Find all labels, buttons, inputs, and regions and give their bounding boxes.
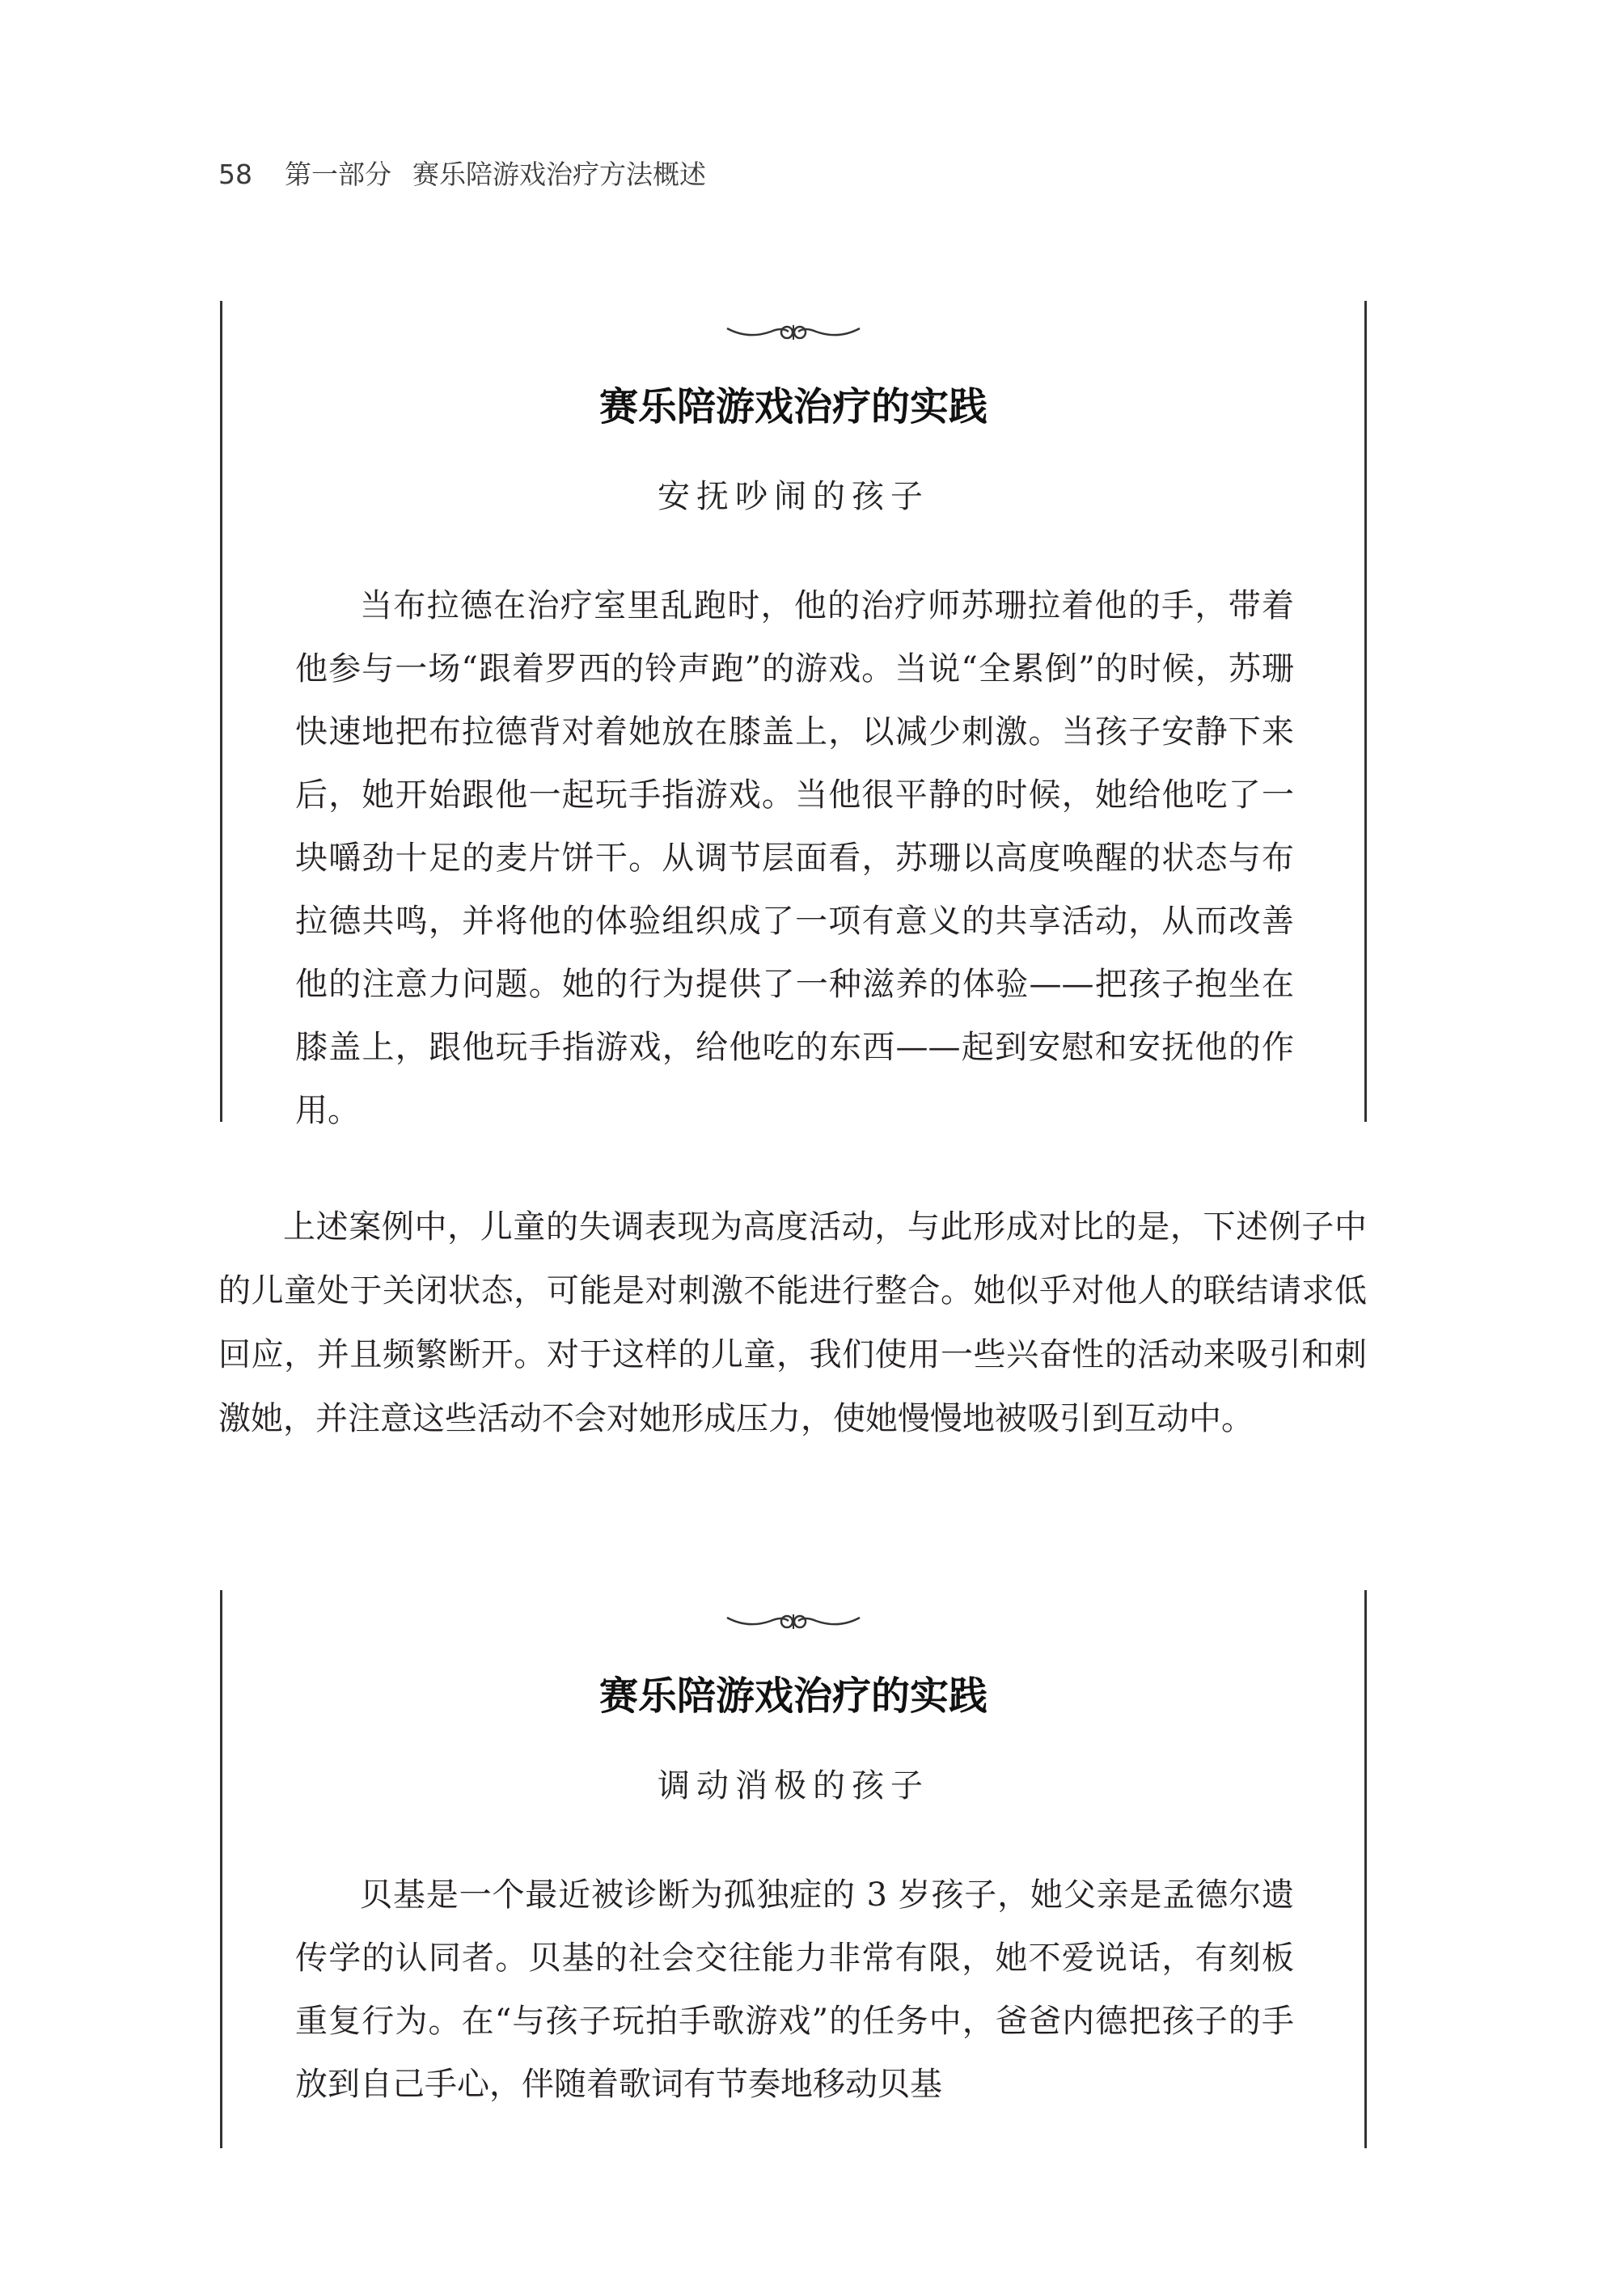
page-number: 58	[218, 159, 252, 190]
ornament-flourish-icon	[724, 1606, 863, 1635]
box-title: 赛乐陪游戏治疗的实践	[598, 1673, 988, 1719]
part-label: 第一部分	[285, 159, 391, 190]
ornament-flourish-icon	[724, 317, 863, 346]
box-title: 赛乐陪游戏治疗的实践	[598, 384, 988, 429]
body-paragraph: 上述案例中，儿童的失调表现为高度活动，与此形成对比的是，下述例子中的儿童处于关闭状态，可能是对刺激不能进行整合。她似乎对他人的联结请求低回应，并且频繁断开。对于这样的儿童，我们使用一些兴奋性的活动来吸引和刺激她，并注意这些活动不会对她形成压力，使她慢慢地被吸引到互动中。	[218, 1208, 1367, 1437]
running-header	[218, 154, 706, 192]
box-subtitle: 安抚吵闹的孩子	[658, 478, 929, 515]
practice-box-1	[220, 301, 1367, 1129]
box-body-text: 贝基是一个最近被诊断为孤独症的 3 岁孩子，她父亲是孟德尔遗传学的认同者。贝基的社会交往能力非常有限，她不爱说话，有刻板重复行为。在“与孩子玩拍手歌游戏”的任务中，爸爸内德把孩子的手放到自己手心，伴随着歌词有节奏地移动贝基	[295, 1876, 1294, 2103]
box-subtitle: 调动消极的孩子	[658, 1767, 929, 1804]
box-body-text: 当布拉德在治疗室里乱跑时，他的治疗师苏珊拉着他的手，带着他参与一场“跟着罗西的铃声跑”的游戏。当说“全累倒”的时候，苏珊快速地把布拉德背对着她放在膝盖上，以减少刺激。当孩子安静下来后，她开始跟他一起玩手指游戏。当他很平静的时候，她给他吃了一块嚼劲十足的麦片饼干。从调节层面看，苏珊以高度唤醒的状态与布拉德共鸣，并将他的体验组织成了一项有意义的共享活动，从而改善他的注意力问题。她的行为提供了一种滋养的体验——把孩子抱坐在膝盖上，跟他玩手指游戏，给他吃的东西——起到安慰和安抚他的作用。	[295, 587, 1294, 1129]
chapter-title: 赛乐陪游戏治疗方法概述	[412, 159, 706, 190]
practice-box-2	[220, 1590, 1367, 2148]
